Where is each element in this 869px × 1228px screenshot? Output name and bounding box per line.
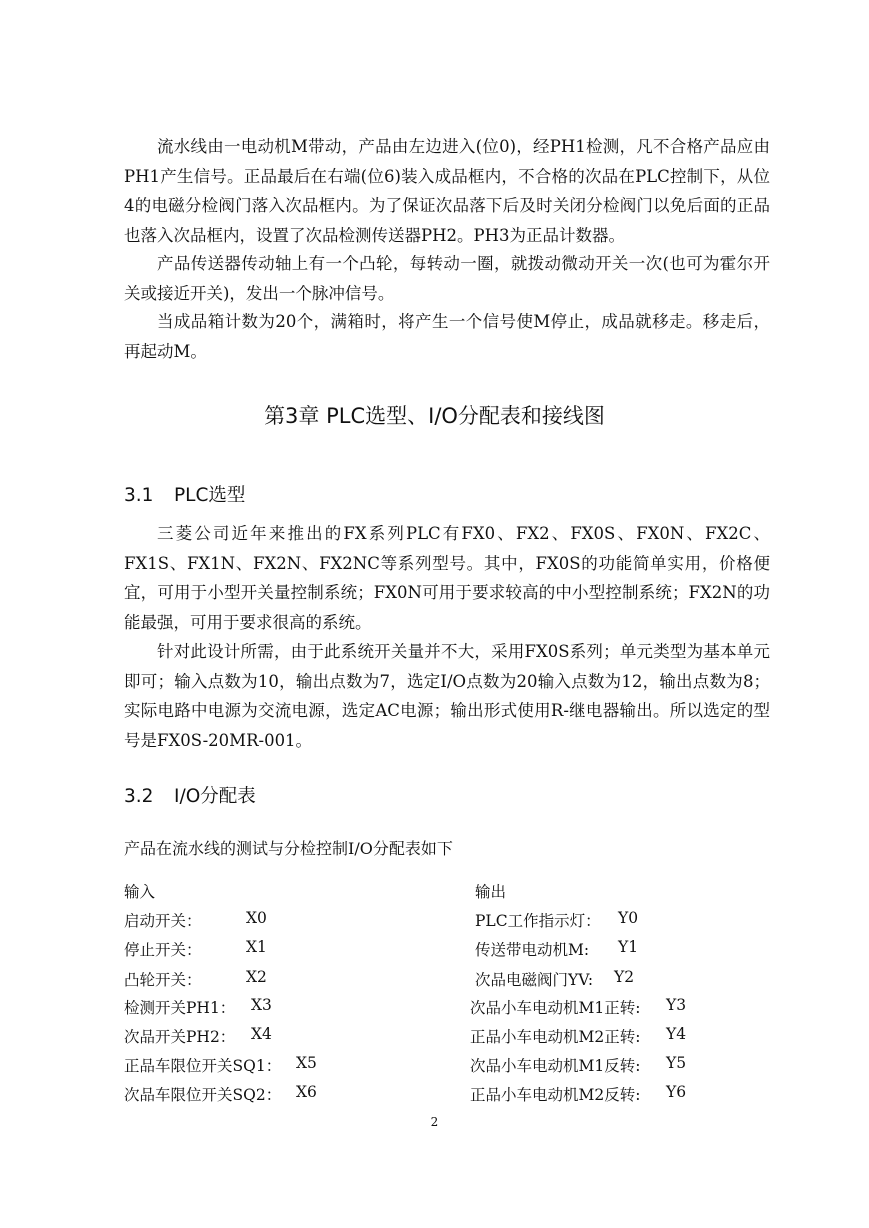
section-number: 3.1 [124, 485, 154, 506]
io-row [124, 1083, 770, 1109]
input-address: X1 [246, 938, 267, 956]
input-label: 次品开关PH2： [124, 1028, 236, 1046]
io-row [124, 968, 770, 994]
io-row [124, 996, 770, 1022]
input-label: 次品车限位开关SQ2： [124, 1086, 282, 1104]
output-address: Y2 [614, 968, 635, 986]
input-address: X0 [246, 909, 267, 927]
input-label: 停止开关： [124, 941, 202, 959]
output-address: Y3 [666, 996, 687, 1014]
output-label: 传送带电动机M: [475, 941, 590, 959]
section-title: PLC选型 [174, 485, 246, 506]
output-header: 输出 [475, 883, 507, 901]
io-row [124, 909, 770, 935]
input-label: 凸轮开关： [124, 971, 202, 989]
input-address: X3 [251, 996, 272, 1014]
output-label: 正品小车电动机M2正转: [470, 1028, 641, 1046]
io-row [124, 1054, 770, 1080]
output-label: 次品小车电动机M1正转: [470, 999, 641, 1017]
paragraph-process: 流水线由一电动机M带动，产品由左边进入(位0)，经PH1检测，凡不合格产品应由PH1产生信号。正品最后在右端(位6)装入成品框内，不合格的次品在PLC控制下，从位4的电磁分检阀门落入次品框内。为了保证次品落下后及时关闭分检阀门以免后面的正品也落入次品框内，设置了次品检测传送器PH2。PH3为正品计数器。 [124, 137, 770, 245]
io-header-row [124, 880, 770, 906]
input-address: X2 [246, 968, 267, 986]
io-table-intro: 产品在流水线的测试与分检控制I/O分配表如下 [124, 839, 453, 858]
output-address: Y6 [666, 1083, 687, 1101]
chapter-title: 第3章 PLC选型、I/O分配表和接线图 [264, 404, 605, 428]
input-label: 启动开关： [124, 912, 202, 930]
io-row [124, 938, 770, 964]
section-title: I/O分配表 [174, 786, 256, 807]
input-address: X6 [296, 1083, 317, 1101]
io-row [124, 1025, 770, 1051]
output-label: 次品小车电动机M1反转: [470, 1057, 641, 1075]
output-address: Y0 [618, 909, 639, 927]
section-heading-3-2 [124, 782, 256, 808]
output-label: 正品小车电动机M2反转: [470, 1086, 641, 1104]
output-label: 次品电磁阀门YV: [475, 971, 594, 989]
input-label: 正品车限位开关SQ1： [124, 1057, 282, 1075]
output-address: Y4 [666, 1025, 687, 1043]
section-number: 3.2 [124, 786, 154, 807]
output-address: Y5 [666, 1054, 687, 1072]
output-label: PLC工作指示灯： [475, 912, 601, 930]
section-heading-3-1 [124, 481, 245, 507]
paragraph-count: 当成品箱计数为20个，满箱时，将产生一个信号使M停止，成品就移走。移走后，再起动M。 [124, 312, 770, 361]
paragraph-fx-series: 三菱公司近年来推出的FX系列PLC有FX0、FX2、FX0S、FX0N、FX2C、FX1S、FX1N、FX2N、FX2NC等系列型号。其中，FX0S的功能简单实用，价格便宜，可用于小型开关量控制系统；FX0N可用于要求较高的中小型控制系统；FX2N的功能最强，可用于要求很高的系统。 [124, 524, 770, 632]
input-address: X4 [251, 1025, 272, 1043]
input-header: 输入 [124, 883, 156, 901]
page-number: 2 [430, 1115, 439, 1129]
output-address: Y1 [618, 938, 639, 956]
input-label: 检测开关PH1： [124, 999, 236, 1017]
paragraph-cam: 产品传送器传动轴上有一个凸轮，每转动一圈，就拨动微动开关一次(也可为霍尔开关或接近开关)，发出一个脉冲信号。 [124, 254, 770, 303]
input-address: X5 [296, 1054, 317, 1072]
paragraph-selection: 针对此设计所需，由于此系统开关量并不大，采用FX0S系列；单元类型为基本单元即可；输入点数为10，输出点数为7，选定I/O点数为20输入点数为12，输出点数为8；实际电路中电源为交流电源，选定AC电源；输出形式使用R-继电器输出。所以选定的型号是FX0S-20MR-001。 [124, 642, 770, 750]
